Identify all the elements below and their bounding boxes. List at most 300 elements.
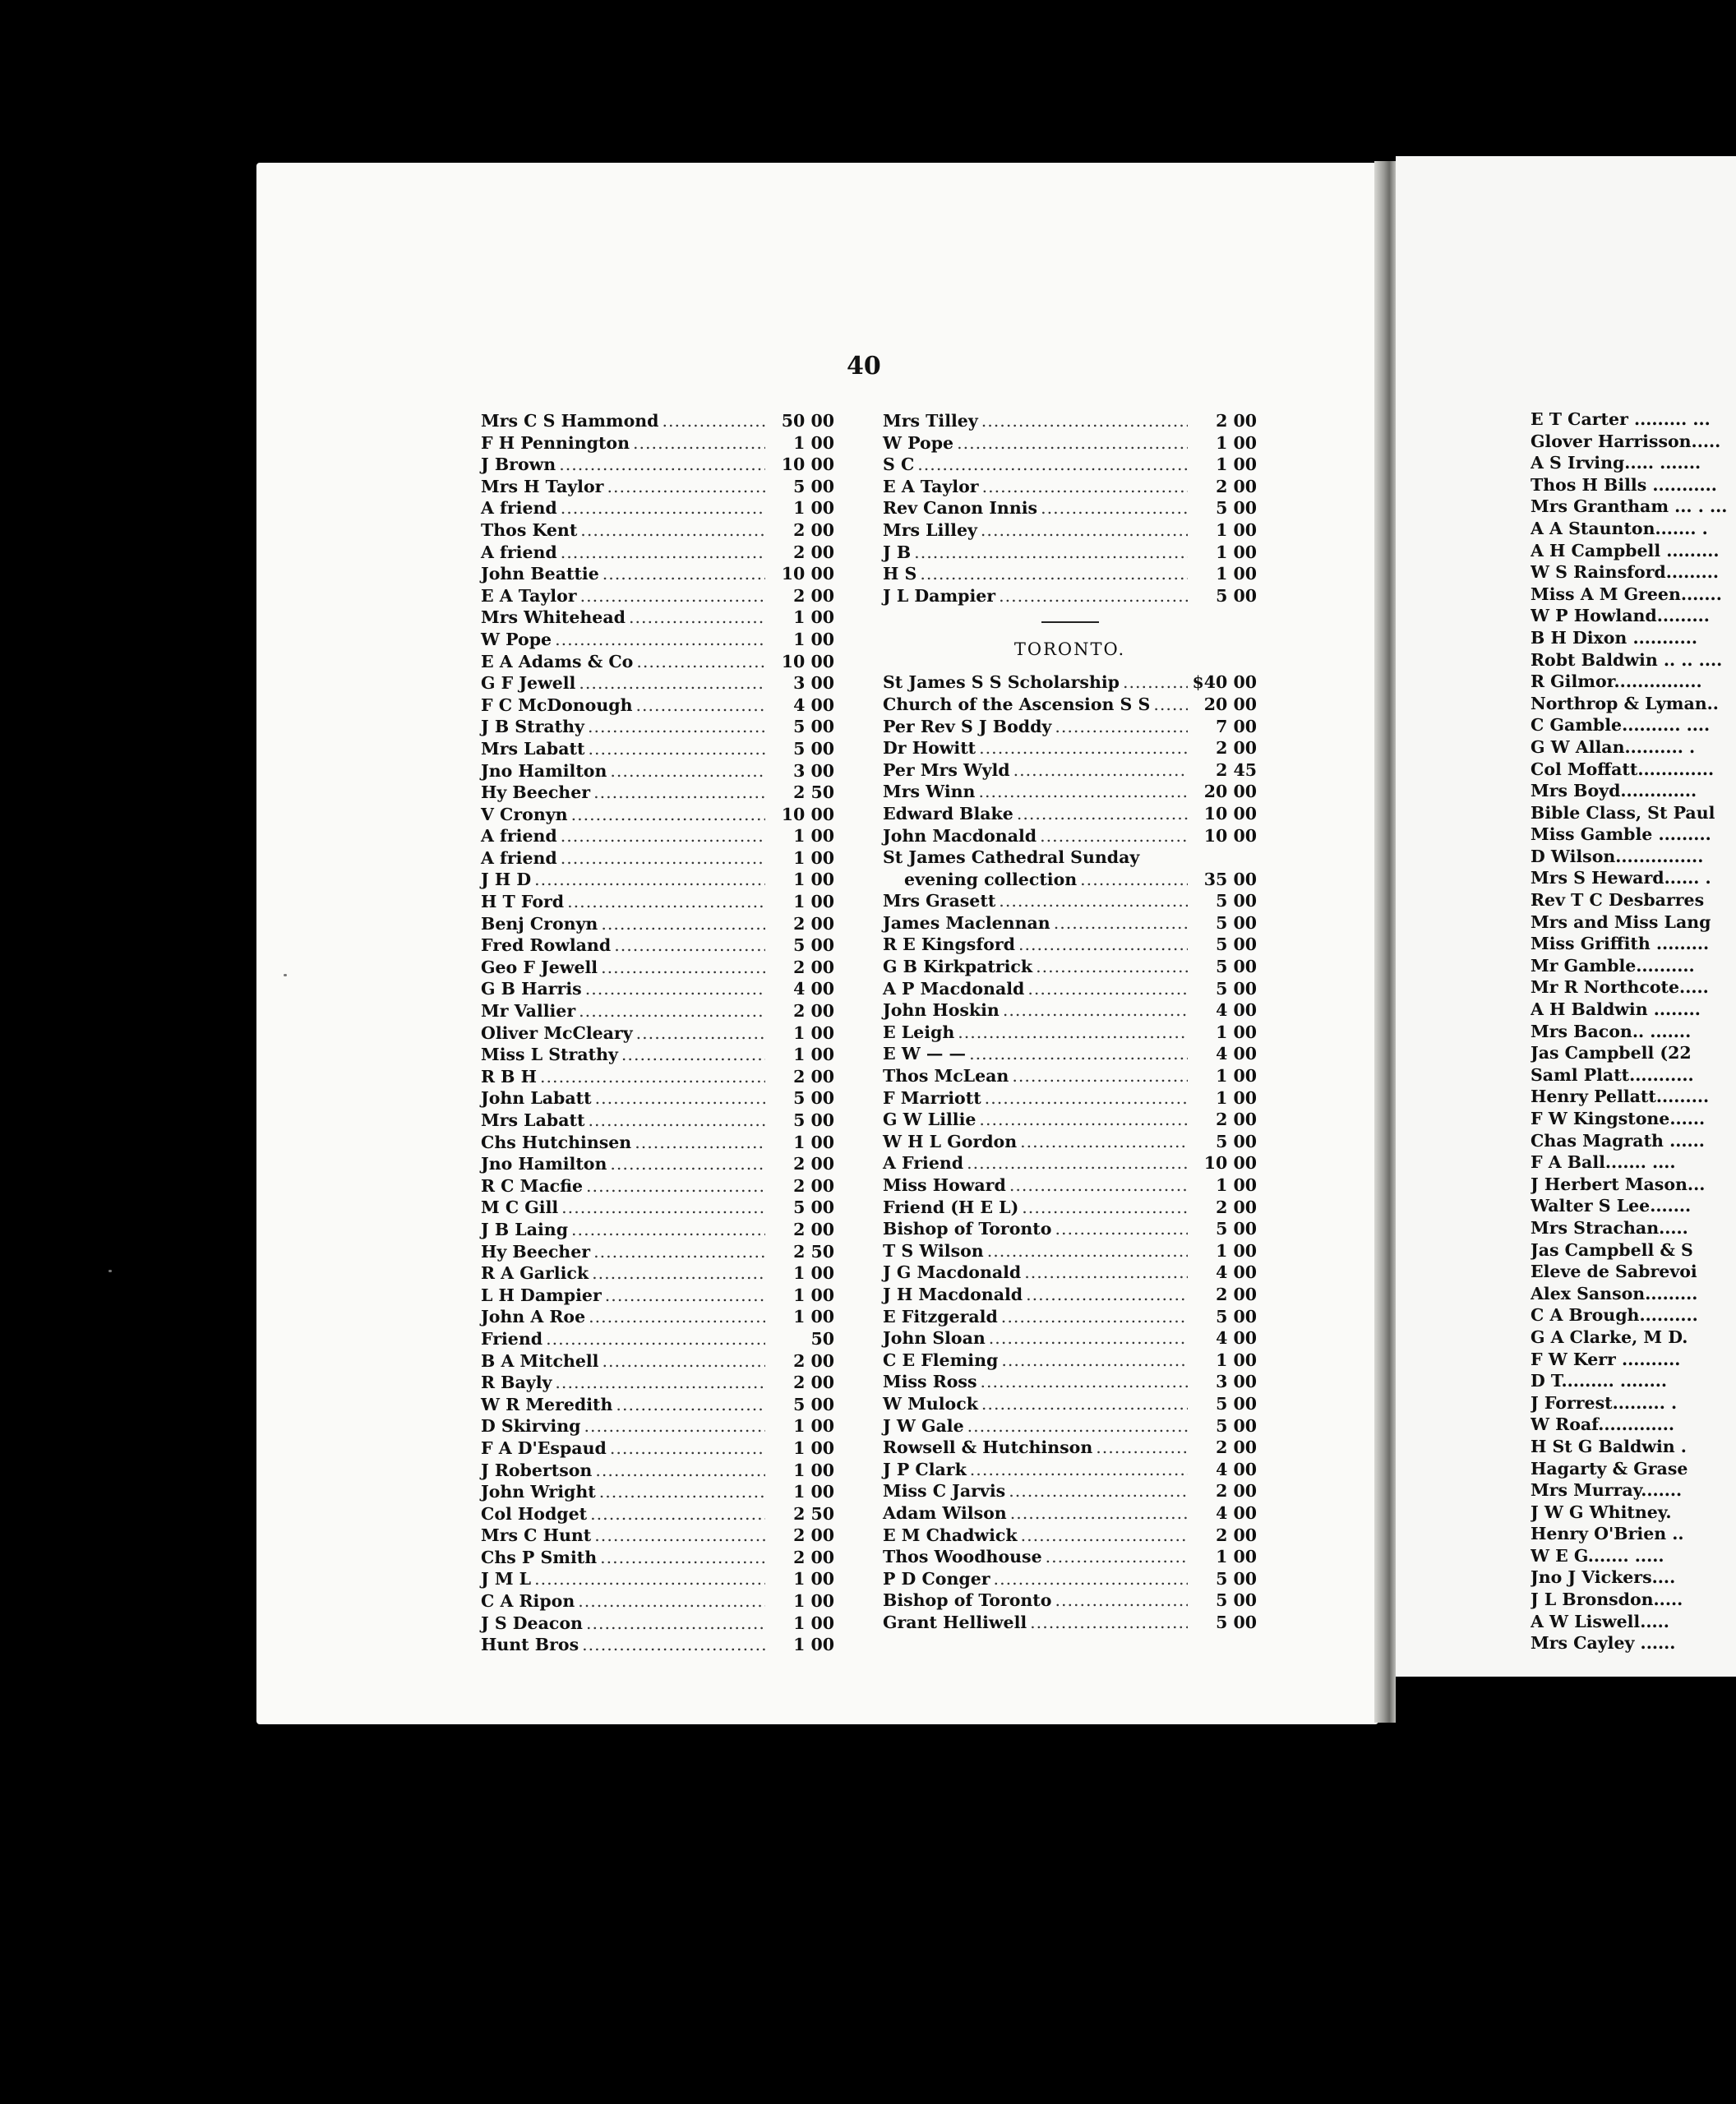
leader-dots: [571, 805, 765, 824]
entry-name: E A Taylor: [481, 585, 577, 606]
entry-name: B A Mitchell: [481, 1350, 599, 1371]
entry-name: Jno Hamilton: [481, 1154, 607, 1174]
list-item: [481, 607, 834, 630]
entry-amount: 1 00: [793, 1416, 834, 1437]
entry-name: W S Rainsford.........: [1531, 562, 1719, 583]
entry-amount: 10 00: [1203, 1153, 1257, 1174]
leader-dots: [1055, 1219, 1188, 1239]
leader-dots: [636, 695, 766, 715]
entry-name: Grant Helliwell: [883, 1612, 1027, 1632]
list-item: [883, 542, 1257, 565]
entry-amount: 1 00: [793, 892, 834, 912]
list-item: [481, 1373, 834, 1395]
entry-name: Mrs H Taylor: [481, 476, 604, 496]
entry-amount: 4 00: [1216, 1000, 1257, 1021]
leader-dots: [534, 870, 765, 889]
entry-name: Mrs Murray.......: [1531, 1480, 1683, 1501]
entry-amount: 1 00: [793, 1307, 834, 1327]
entry-name: Walter S Lee.......: [1531, 1196, 1692, 1216]
entry-name: Chs Hutchinsen: [481, 1132, 632, 1152]
list-item: [883, 672, 1257, 694]
section-heading-toronto: TORONTO.: [1013, 639, 1126, 660]
list-item: [1531, 1437, 1736, 1459]
leader-dots: [546, 1329, 765, 1349]
entry-name: G W Lillie: [883, 1110, 976, 1130]
entry-name: J M L: [481, 1569, 532, 1590]
book-gutter: [1374, 161, 1396, 1723]
list-item: [481, 761, 834, 783]
list-item: [481, 542, 834, 565]
list-item: [883, 1088, 1257, 1110]
list-item: [1531, 1327, 1736, 1350]
list-item: [883, 1372, 1257, 1394]
entry-amount: 1 00: [793, 1132, 834, 1152]
entry-name: W P Howland.........: [1531, 606, 1710, 626]
list-item: [883, 1066, 1257, 1088]
leader-dots: [1001, 1307, 1188, 1327]
leader-dots: [1026, 1285, 1188, 1304]
entry-amount: 5 00: [793, 1088, 834, 1109]
list-item: [883, 1307, 1257, 1329]
entry-name: S C: [883, 454, 915, 475]
entry-name: W Mulock: [883, 1393, 978, 1414]
list-item: [1531, 956, 1736, 978]
entry-name: Bishop of Toronto: [883, 1590, 1052, 1611]
list-item: [1531, 1131, 1736, 1153]
entry-amount: 1 00: [793, 1569, 834, 1590]
leader-dots: [981, 1372, 1189, 1391]
leader-dots: [981, 1394, 1188, 1414]
list-item: [481, 1329, 834, 1351]
leader-dots: [1021, 1525, 1188, 1545]
list-item: [481, 805, 834, 827]
entry-name: H T Ford: [481, 892, 565, 912]
leader-dots: [958, 1022, 1188, 1042]
leader-dots: [1055, 1590, 1188, 1610]
leader-dots: [601, 957, 765, 977]
leader-dots: [567, 892, 765, 911]
entry-amount: 3 00: [793, 760, 834, 781]
list-item: [481, 1438, 834, 1460]
subscription-column-2: [883, 411, 1257, 1634]
entry-name: Miss L Strathy: [481, 1045, 618, 1065]
leader-dots: [1153, 694, 1188, 714]
leader-dots: [1055, 717, 1188, 736]
entry-amount: 5 00: [1216, 891, 1257, 911]
leader-dots: [599, 1482, 765, 1502]
list-item: [1531, 824, 1736, 847]
list-item: [481, 1154, 834, 1176]
list-item: [481, 1133, 834, 1155]
entry-amount: 2 00: [1216, 411, 1257, 431]
entry-amount: 2 00: [793, 1066, 834, 1087]
entry-amount: 10 00: [781, 454, 834, 475]
entry-amount: 10 00: [781, 651, 834, 671]
list-item: [481, 1548, 834, 1570]
list-item: [883, 934, 1257, 957]
entry-amount: 20 00: [1203, 782, 1257, 802]
list-item: [1531, 1305, 1736, 1327]
entry-name: St James S S Scholarship: [883, 672, 1120, 693]
list-item: [883, 1000, 1257, 1022]
leader-dots: [1010, 1503, 1188, 1523]
entry-name: B H Dixon ...........: [1531, 627, 1697, 648]
list-item: [1531, 1524, 1736, 1546]
leader-dots: [633, 433, 765, 453]
list-item: [883, 411, 1257, 433]
entry-name: G W Allan.......... .: [1531, 736, 1696, 757]
list-item: [1531, 912, 1736, 934]
leader-dots: [603, 564, 765, 584]
leader-dots: [585, 979, 765, 999]
list-item: [883, 1525, 1257, 1548]
list-item: [481, 914, 834, 936]
entry-name: R E Kingsford: [883, 934, 1015, 955]
leader-dots: [614, 935, 765, 955]
entry-amount: 2 00: [793, 913, 834, 934]
leader-dots: [982, 477, 1188, 496]
entry-name: A friend: [481, 847, 557, 868]
list-item: [883, 870, 1257, 892]
list-item: [481, 1088, 834, 1110]
entry-amount: 1 00: [793, 847, 834, 868]
entry-name: Miss C Jarvis: [883, 1481, 1006, 1502]
entry-name: evening collection: [904, 869, 1078, 889]
entry-name: J B Laing: [481, 1219, 569, 1239]
leader-dots: [1001, 1350, 1188, 1370]
leader-dots: [917, 454, 1188, 474]
entry-name: J W G Whitney.: [1531, 1502, 1672, 1522]
entry-amount: 2 00: [1216, 1437, 1257, 1458]
entry-name: Mrs Labatt: [481, 1110, 585, 1130]
entry-amount: 4 00: [793, 694, 834, 715]
list-item: [481, 1613, 834, 1636]
entry-name: J B: [883, 542, 912, 562]
entry-amount: 1 00: [793, 1285, 834, 1305]
list-item: [481, 1635, 834, 1657]
entry-name: Miss A M Green.......: [1531, 584, 1722, 604]
entry-name: A S Irving..... .......: [1531, 453, 1701, 473]
entry-name: G A Clarke, M D.: [1531, 1327, 1688, 1347]
entry-name: Mrs Boyd.............: [1531, 781, 1697, 801]
list-item: [1531, 1152, 1736, 1174]
leader-dots: [555, 630, 765, 649]
entry-amount: 1 00: [793, 1022, 834, 1043]
leader-dots: [561, 542, 765, 562]
list-item: [1531, 519, 1736, 541]
list-item: [883, 1262, 1257, 1285]
entry-amount: 2 50: [793, 1241, 834, 1262]
entry-amount: 4 00: [1216, 1502, 1257, 1523]
leader-dots: [999, 891, 1188, 911]
leader-dots: [914, 542, 1188, 562]
leader-dots: [610, 761, 765, 781]
leader-dots: [588, 739, 765, 759]
entry-amount: 1 00: [793, 498, 834, 519]
entry-amount: 1 00: [793, 870, 834, 890]
entry-amount: 5 00: [793, 738, 834, 759]
list-item: [883, 1460, 1257, 1482]
entry-name: R Bayly: [481, 1373, 552, 1393]
entry-name: G B Harris: [481, 979, 582, 999]
print-speck: [284, 974, 287, 976]
list-item: [481, 1220, 834, 1242]
list-item: [1531, 409, 1736, 431]
entry-name: Adam Wilson: [883, 1502, 1007, 1523]
leader-dots: [582, 1635, 765, 1654]
entry-name: Per Mrs Wyld: [883, 759, 1010, 780]
entry-amount: 4 00: [1216, 1262, 1257, 1283]
entry-amount: 1 00: [1216, 519, 1257, 540]
list-item: [883, 804, 1257, 826]
entry-name: Chs P Smith: [481, 1547, 598, 1567]
list-item: [1531, 475, 1736, 497]
leader-dots: [987, 1241, 1188, 1261]
list-item: [1531, 1546, 1736, 1568]
entry-name: R A Garlick: [481, 1263, 589, 1284]
entry-name: J S Deacon: [481, 1613, 583, 1633]
entry-name: E A Adams & Co: [481, 651, 634, 671]
list-item: [1531, 1262, 1736, 1284]
entry-amount: 1 00: [793, 1263, 834, 1284]
list-item: [481, 1591, 834, 1613]
entry-name: Miss Howard: [883, 1175, 1006, 1195]
entry-name: Oliver McCleary: [481, 1022, 633, 1043]
subscription-column-1: [481, 411, 834, 1657]
leader-dots: [1018, 934, 1188, 954]
entry-amount: 2 00: [1216, 476, 1257, 496]
list-item: [883, 979, 1257, 1001]
entry-amount: 50: [810, 1328, 834, 1349]
list-item: [1531, 1043, 1736, 1065]
list-item: [481, 1023, 834, 1045]
leader-dots: [1024, 1262, 1188, 1282]
entry-name: R Gilmor...............: [1531, 671, 1702, 692]
entry-name: J W Gale: [883, 1415, 964, 1436]
entry-name: Bible Class, St Paul: [1531, 802, 1715, 823]
entry-name: A H Baldwin ........: [1531, 999, 1701, 1020]
entry-name: D T......... ........: [1531, 1371, 1667, 1391]
entry-name: Rowsell & Hutchinson: [883, 1437, 1093, 1458]
list-item: [481, 1067, 834, 1089]
entry-name: C A Ripon: [481, 1591, 575, 1612]
list-item: [883, 1503, 1257, 1525]
list-item: [1531, 1459, 1736, 1481]
entry-name: Dr Howitt: [883, 738, 976, 759]
entry-amount: 5 00: [1216, 957, 1257, 977]
entry-name: Hunt Bros: [481, 1635, 579, 1655]
section-rule: [1041, 621, 1099, 623]
list-item: [481, 1504, 834, 1526]
entry-amount: 5 00: [1216, 1131, 1257, 1151]
list-item: [1531, 1087, 1736, 1109]
entry-name: A A Staunton....... .: [1531, 518, 1708, 538]
list-item: [1531, 671, 1736, 694]
list-item: [1531, 1109, 1736, 1131]
list-item: [1531, 868, 1736, 890]
leader-dots: [1036, 957, 1188, 976]
entry-name: F C McDonough: [481, 694, 633, 715]
entry-name: Benj Cronyn: [481, 913, 598, 934]
entry-name: F A D'Espaud: [481, 1437, 607, 1458]
entry-amount: 1 00: [793, 1460, 834, 1480]
list-item: [481, 892, 834, 914]
entry-name: D Skirving: [481, 1416, 581, 1437]
entry-amount: 1 00: [1216, 1240, 1257, 1261]
list-item: [883, 454, 1257, 477]
leader-dots: [636, 1023, 765, 1043]
list-item: [883, 564, 1257, 586]
leader-dots: [636, 652, 765, 671]
list-item: [883, 1613, 1257, 1635]
entry-name: A friend: [481, 826, 557, 847]
entry-name: G F Jewell: [481, 673, 576, 694]
leader-dots: [602, 1351, 765, 1371]
leader-dots: [1030, 1613, 1188, 1632]
entry-amount: 4 00: [793, 979, 834, 999]
entry-amount: 5 00: [793, 935, 834, 956]
leader-dots: [1017, 804, 1188, 824]
entry-amount: 35 00: [1203, 869, 1257, 889]
entry-name: Bishop of Toronto: [883, 1219, 1052, 1239]
leader-dots: [561, 848, 765, 868]
entry-name: Hy Beecher: [481, 1241, 591, 1262]
entry-name: Mrs Whitehead: [481, 607, 626, 628]
entry-name: Alex Sanson.........: [1531, 1283, 1698, 1303]
entry-amount: 1 00: [1216, 564, 1257, 584]
list-item: [481, 1242, 834, 1264]
entry-amount: 2 00: [793, 1154, 834, 1174]
leader-dots: [561, 498, 765, 518]
list-item: [883, 498, 1257, 520]
entry-amount: 5 00: [793, 1110, 834, 1130]
leader-dots: [590, 1504, 765, 1524]
list-item: [1531, 1174, 1736, 1197]
entry-amount: 5 00: [793, 1394, 834, 1414]
entry-name: Jno J Vickers....: [1531, 1567, 1676, 1588]
entry-name: Church of the Ascension S S: [883, 694, 1151, 714]
entry-amount: 2 00: [793, 1350, 834, 1371]
entry-name: Miss Ross: [883, 1372, 977, 1392]
leader-dots: [561, 1197, 765, 1217]
entry-name: Henry Pellatt.........: [1531, 1087, 1710, 1107]
entry-amount: 5 00: [793, 1197, 834, 1218]
list-item: [481, 695, 834, 717]
leader-dots: [981, 411, 1188, 431]
entry-amount: 5 00: [1216, 978, 1257, 999]
list-item: [883, 1590, 1257, 1613]
entry-name: John Macdonald: [883, 825, 1037, 846]
leader-dots: [999, 586, 1188, 606]
entry-name: Jas Campbell (22: [1531, 1043, 1692, 1064]
entry-name: James Maclennan: [883, 912, 1050, 933]
entry-amount: 4 00: [1216, 1044, 1257, 1064]
entry-name: A P Macdonald: [883, 978, 1025, 999]
list-item: [883, 1219, 1257, 1241]
entry-amount: 2 00: [793, 1547, 834, 1567]
list-item: [481, 454, 834, 477]
list-item: [1531, 1633, 1736, 1655]
list-item: [481, 1176, 834, 1198]
entry-name: Mrs Labatt: [481, 738, 585, 759]
list-item: [481, 1045, 834, 1067]
entry-amount: 5 00: [1216, 1612, 1257, 1632]
entry-name: Thos H Bills ...........: [1531, 474, 1717, 495]
entry-name: A friend: [481, 542, 557, 562]
entry-amount: 10 00: [781, 564, 834, 584]
entry-name: Thos McLean: [883, 1066, 1009, 1087]
list-item: [1531, 1022, 1736, 1044]
entry-name: Northrop & Lyman..: [1531, 693, 1719, 713]
entry-name: V Cronyn: [481, 804, 568, 824]
leader-dots: [594, 1525, 765, 1545]
entry-name: F A Ball....... ....: [1531, 1152, 1676, 1173]
list-item: [481, 411, 834, 433]
list-item: [883, 1481, 1257, 1503]
entry-name: Per Rev S J Boddy: [883, 716, 1052, 736]
entry-amount: 4 00: [1216, 1328, 1257, 1349]
leader-dots: [635, 1133, 765, 1152]
entry-name: E M Chadwick: [883, 1525, 1018, 1545]
leader-dots: [979, 738, 1188, 758]
list-item: [883, 1044, 1257, 1066]
list-item: [883, 586, 1257, 608]
list-item: [883, 1328, 1257, 1350]
list-item: [481, 1416, 834, 1438]
list-item: [1531, 737, 1736, 759]
leader-dots: [595, 1460, 765, 1480]
entry-amount: 2 45: [1216, 759, 1257, 780]
leader-dots: [593, 1242, 765, 1262]
entry-amount: 1 00: [793, 1635, 834, 1655]
entry-name: Friend (H E L): [883, 1197, 1019, 1217]
entry-name: Saml Platt...........: [1531, 1064, 1694, 1085]
entry-amount: 2 50: [793, 1503, 834, 1524]
entry-amount: 5 00: [1216, 498, 1257, 519]
entry-amount: 1 00: [793, 1045, 834, 1065]
list-item: [883, 1175, 1257, 1197]
list-item: [481, 1525, 834, 1548]
list-item: [883, 1132, 1257, 1154]
leader-dots: [1080, 870, 1188, 889]
entry-name: W Pope: [883, 432, 954, 453]
list-item: [481, 1569, 834, 1591]
list-item: [883, 760, 1257, 782]
list-item: [481, 433, 834, 455]
entry-name: D Wilson...............: [1531, 846, 1704, 866]
entry-amount: 2 00: [1216, 1525, 1257, 1545]
entry-name: A friend: [481, 498, 557, 519]
list-item: [883, 477, 1257, 499]
entry-amount: 5 00: [1216, 1590, 1257, 1611]
leader-dots: [589, 1307, 765, 1327]
list-item: [883, 826, 1257, 848]
list-item: [1531, 847, 1736, 869]
list-item: [1531, 1240, 1736, 1262]
entry-name: C Gamble.......... ....: [1531, 715, 1711, 736]
entry-name: E Fitzgerald: [883, 1306, 998, 1327]
list-item: [883, 891, 1257, 913]
entry-amount: 5 00: [793, 476, 834, 496]
list-item: [1531, 694, 1736, 716]
leader-dots: [969, 1044, 1188, 1064]
entry-amount: 5 00: [1216, 1415, 1257, 1436]
entry-amount: 2 00: [1216, 1284, 1257, 1304]
entry-name: John Beattie: [481, 564, 599, 584]
leader-dots: [967, 1416, 1188, 1436]
entry-name: A W Liswell.....: [1531, 1611, 1669, 1631]
entry-amount: 2 00: [793, 1219, 834, 1239]
